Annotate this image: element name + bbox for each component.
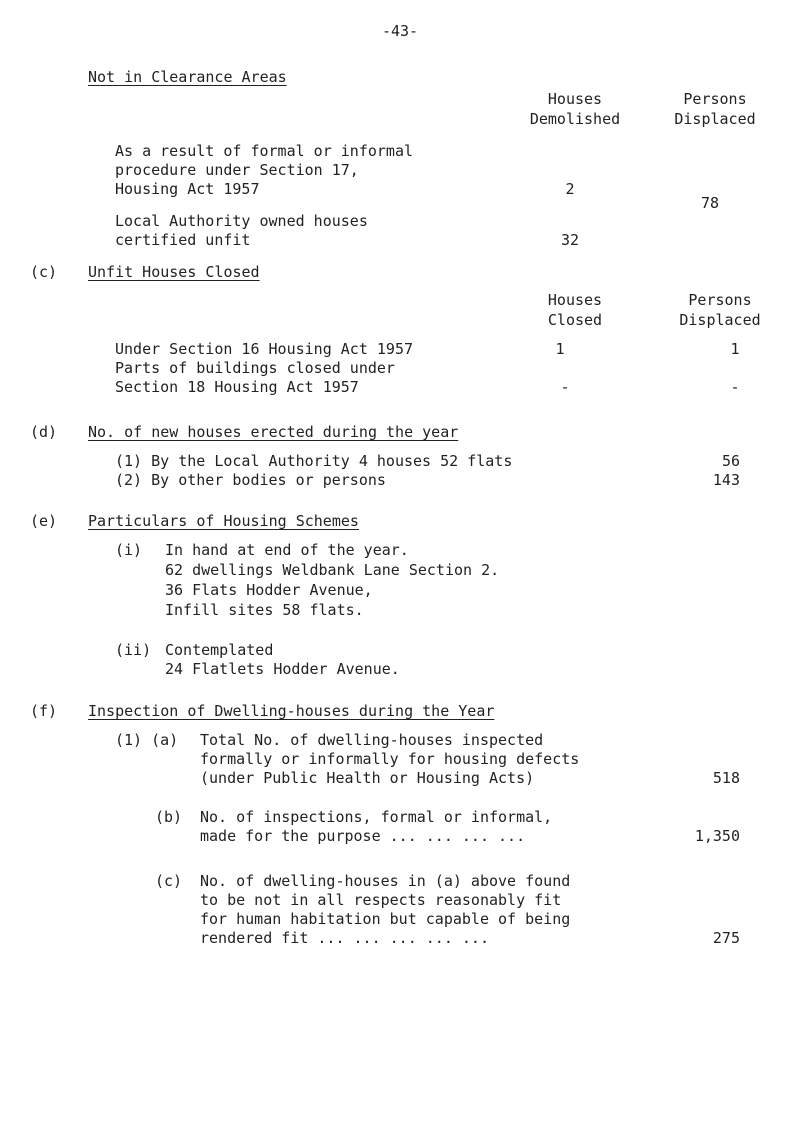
scheme-line: 24 Flatlets Hodder Avenue. [165,660,400,678]
inspection-line: formally or informally for housing defects [200,750,580,768]
section-label: (f) [30,702,58,720]
col-header-demolished: Demolished [529,110,621,128]
section-heading-housing-schemes: Particulars of Housing Schemes [88,512,359,530]
inspection-line: rendered fit ... ... ... ... ... [200,929,489,947]
inspection-value: 275 [712,929,740,947]
row-text: Parts of buildings closed under [115,359,395,377]
value-houses-closed: - [560,378,570,396]
section-heading-inspection: Inspection of Dwelling-houses during the Year [88,702,495,720]
item-label: (ii) [115,641,152,659]
list-item: (2) By other bodies or persons [115,471,386,489]
list-item-value: 143 [712,471,740,489]
value-persons-displaced: 78 [700,194,720,212]
section-heading-not-in-clearance: Not in Clearance Areas [88,68,287,86]
inspection-line: made for the purpose ... ... ... ... [200,827,526,845]
value-houses-demolished: 2 [565,180,575,198]
row-text: procedure under Section 17, [115,161,359,179]
section-heading-new-houses: No. of new houses erected during the year [88,423,459,441]
row-text: Section 18 Housing Act 1957 [115,378,359,396]
row-text: Under Section 16 Housing Act 1957 [115,340,414,358]
value-persons-displaced: - [730,378,740,396]
section-heading-unfit-closed: Unfit Houses Closed [88,263,260,281]
row-text: Housing Act 1957 [115,180,260,198]
value-persons-displaced: 1 [730,340,740,358]
value-houses-closed: 1 [555,340,565,358]
scheme-line: Infill sites 58 flats. [165,601,364,619]
row-text: As a result of formal or informal [115,142,414,160]
inspection-value: 1,350 [694,827,740,845]
col-header-persons: Persons [683,90,747,108]
col-header-houses: Houses [547,291,603,309]
item-label: (c) [155,872,183,890]
inspection-value: 518 [712,769,740,787]
col-header-displaced: Displaced [679,311,761,329]
row-text: certified unfit [115,231,251,249]
section-label: (d) [30,423,58,441]
inspection-line: for human habitation but capable of being [200,910,571,928]
item-label: (1) (a) [115,731,179,749]
scheme-line: 62 dwellings Weldbank Lane Section 2. [165,561,500,579]
col-header-displaced: Displaced [674,110,756,128]
inspection-line: (under Public Health or Housing Acts) [200,769,535,787]
col-header-persons: Persons [688,291,752,309]
item-label: (i) [115,541,143,559]
inspection-line: to be not in all respects reasonably fit [200,891,562,909]
inspection-line: Total No. of dwelling-houses inspected [200,731,544,749]
section-label: (e) [30,512,58,530]
section-label: (c) [30,263,58,281]
col-header-closed: Closed [547,311,603,329]
item-label: (b) [155,808,183,826]
list-item-value: 56 [721,452,740,470]
list-item: (1) By the Local Authority 4 houses 52 flats [115,452,513,470]
scheme-line: In hand at end of the year. [165,541,409,559]
scheme-line: 36 Flats Hodder Avenue, [165,581,373,599]
value-houses-demolished: 32 [560,231,580,249]
row-text: Local Authority owned houses [115,212,368,230]
inspection-line: No. of inspections, formal or informal, [200,808,553,826]
inspection-line: No. of dwelling-houses in (a) above found [200,872,571,890]
scheme-line: Contemplated [165,641,274,659]
page-number: -43- [381,22,419,40]
col-header-houses: Houses [547,90,603,108]
